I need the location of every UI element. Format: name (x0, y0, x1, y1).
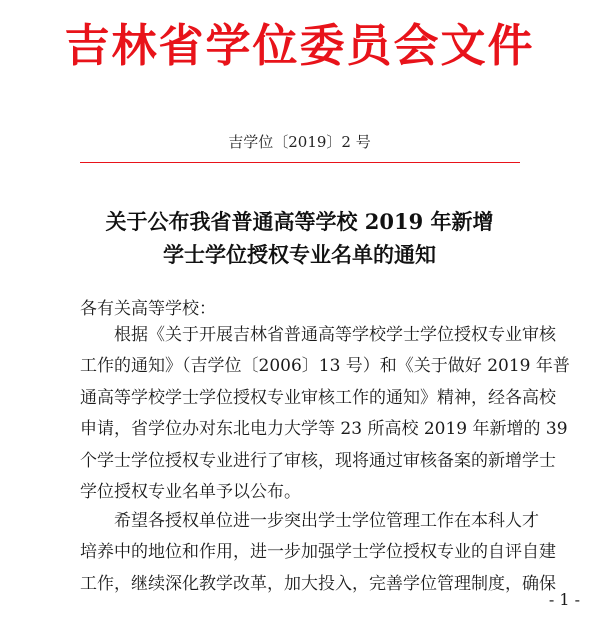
paragraph-line: 申请，省学位办对东北电力大学等 23 所高校 2019 年新增的 39 (80, 419, 568, 440)
paragraph-line: 培养中的地位和作用，进一步加强学士学位授权专业的自评自建 (80, 542, 556, 563)
document-header-title: 吉林省学位委员会文件 (64, 19, 535, 72)
salutation: 各有关高等学校： (80, 299, 216, 319)
notice-title-line: 关于公布我省普通高等学校 2019 年新增 (105, 209, 494, 234)
paragraph-line: 希望各授权单位进一步突出学士学位管理工作在本科人才 (114, 511, 539, 531)
page-number: - 1 - (548, 590, 580, 609)
paragraph-line: 工作的通知》（吉学位〔2006〕13 号）和《关于做好 2019 年普 (80, 356, 570, 377)
paragraph-line: 工作，继续深化教学改革，加大投入，完善学位管理制度，确保 (80, 573, 556, 594)
document-number: 吉学位〔2019〕2 号 (228, 133, 371, 151)
body-paragraph (80, 506, 556, 600)
paragraph-line: 根据《关于开展吉林省普通高等学校学士学位授权专业审核 (114, 325, 556, 345)
header-divider (80, 162, 520, 163)
body-paragraph (80, 320, 570, 508)
paragraph-line: 学位授权专业名单予以公布。 (80, 482, 301, 503)
paragraph-line: 个学士学位授权专业进行了审核，现将通过审核备案的新增学士 (80, 450, 556, 471)
notice-title-line: 学士学位授权专业名单的通知 (163, 242, 436, 267)
notice-title (0, 205, 599, 271)
paragraph-line: 通高等学校学士学位授权专业审核工作的通知》精神，经各高校 (80, 387, 556, 408)
